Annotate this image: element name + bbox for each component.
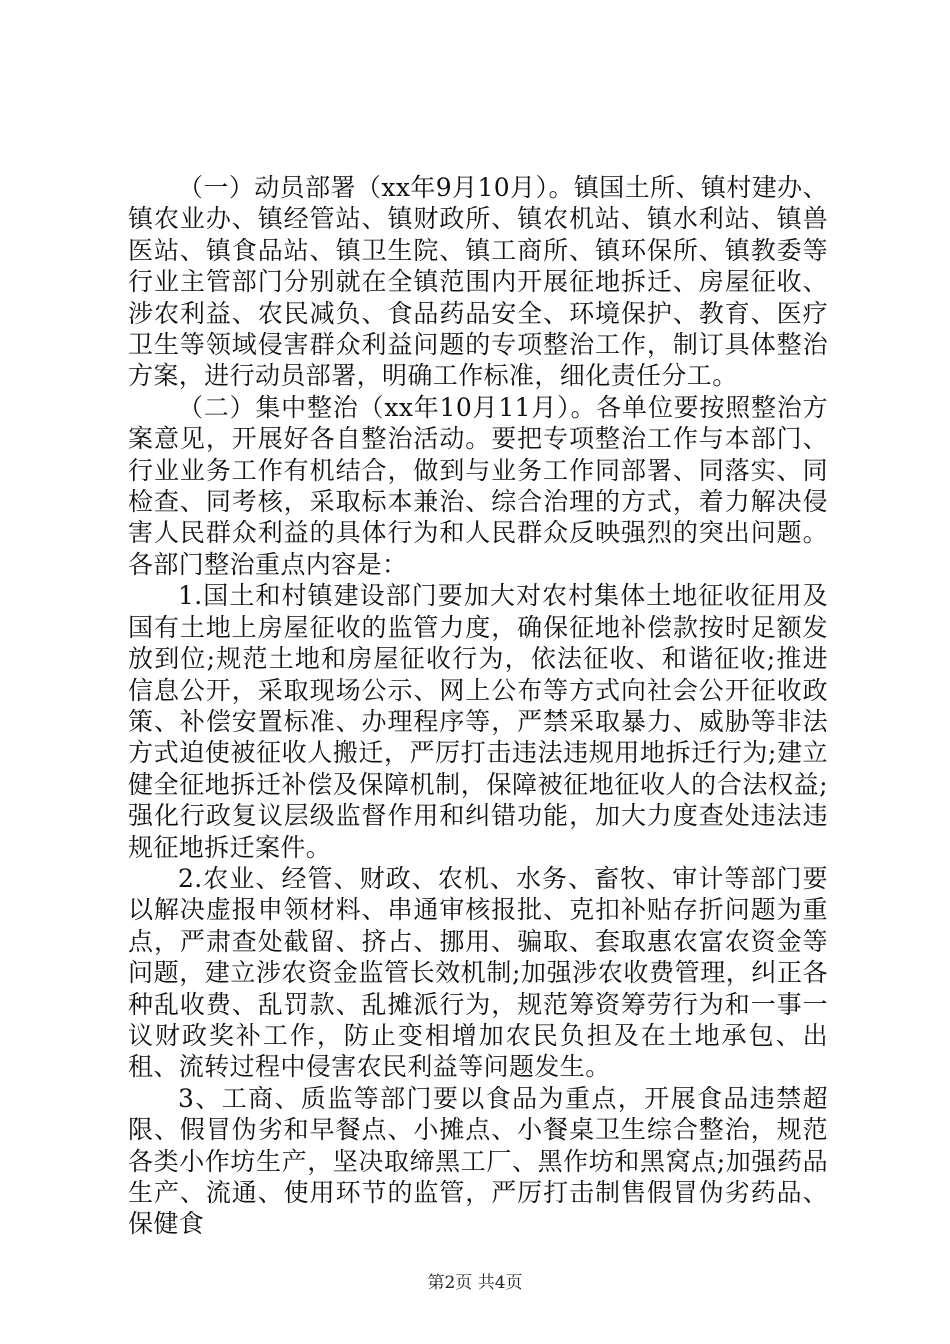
paragraph-mobilization: （一）动员部署（xx年9月10月）。镇国土所、镇村建办、镇农业办、镇经管站、镇财政所、镇农机站、镇水利站、镇兽医站、镇食品站、镇卫生院、镇工商所、镇环保所、镇教委等行业主管部门分别就在全镇范围内开展征地拆迁、房屋征收、涉农利益、农民减负、食品药品安全、环境保护、教育、医疗卫生等领域侵害群众利益问题的专项整治工作，制订具体整治方案，进行动员部署，明确工作标准，细化责任分工。 [128,173,828,391]
paragraph-item-1-land: 1.国土和村镇建设部门要加大对农村集体土地征收征用及国有土地上房屋征收的监管力度，确保征地补偿款按时足额发放到位;规范土地和房屋征收行为，依法征收、和谐征收;推进信息公开，采取现场公示、网上公布等方式向社会公开征收政策、补偿安置标准、办理程序等，严禁采取暴力、威胁等非法方式迫使被征收人搬迁，严厉打击违法违规用地拆迁行为;建立健全征地拆迁补偿及保障机制，保障被征地征收人的合法权益;强化行政复议层级监督作用和纠错功能，加大力度查处违法违规征地拆迁案件。 [128,581,828,862]
page-number-footer: 第2页 共4页 [427,1273,523,1293]
paragraph-item-3-food: 3、工商、质监等部门要以食品为重点，开展食品违禁超限、假冒伪劣和早餐点、小摊点、小餐桌卫生综合整治，规范各类小作坊生产，坚决取缔黑工厂、黑作坊和黑窝点;加强药品生产、流通、使用环节的监管，严厉打击制售假冒伪劣药品、保健食 [128,1083,828,1239]
paragraph-item-2-agriculture: 2.农业、经管、财政、农机、水务、畜牧、审计等部门要以解决虚报申领材料、串通审核报批、克扣补贴存折问题为重点，严肃查处截留、挤占、挪用、骗取、套取惠农富农资金等问题，建立涉农资金监管长效机制;加强涉农收费管理，纠正各种乱收费、乱罚款、乱摊派行为，规范筹资筹劳行为和一事一议财政奖补工作，防止变相增加农民负担及在土地承包、出租、流转过程中侵害农民利益等问题发生。 [128,863,828,1082]
paragraph-concentrated-rectification: （二）集中整治（xx年10月11月）。各单位要按照整治方案意见，开展好各自整治活动。要把专项整治工作与本部门、行业业务工作有机结合，做到与业务工作同部署、同落实、同检查、同考核，采取标本兼治、综合治理的方式，着力解决侵害人民群众利益的具体行为和人民群众反映强烈的突出问题。各部门整治重点内容是： [128,392,828,579]
document-body [128,172,828,1240]
